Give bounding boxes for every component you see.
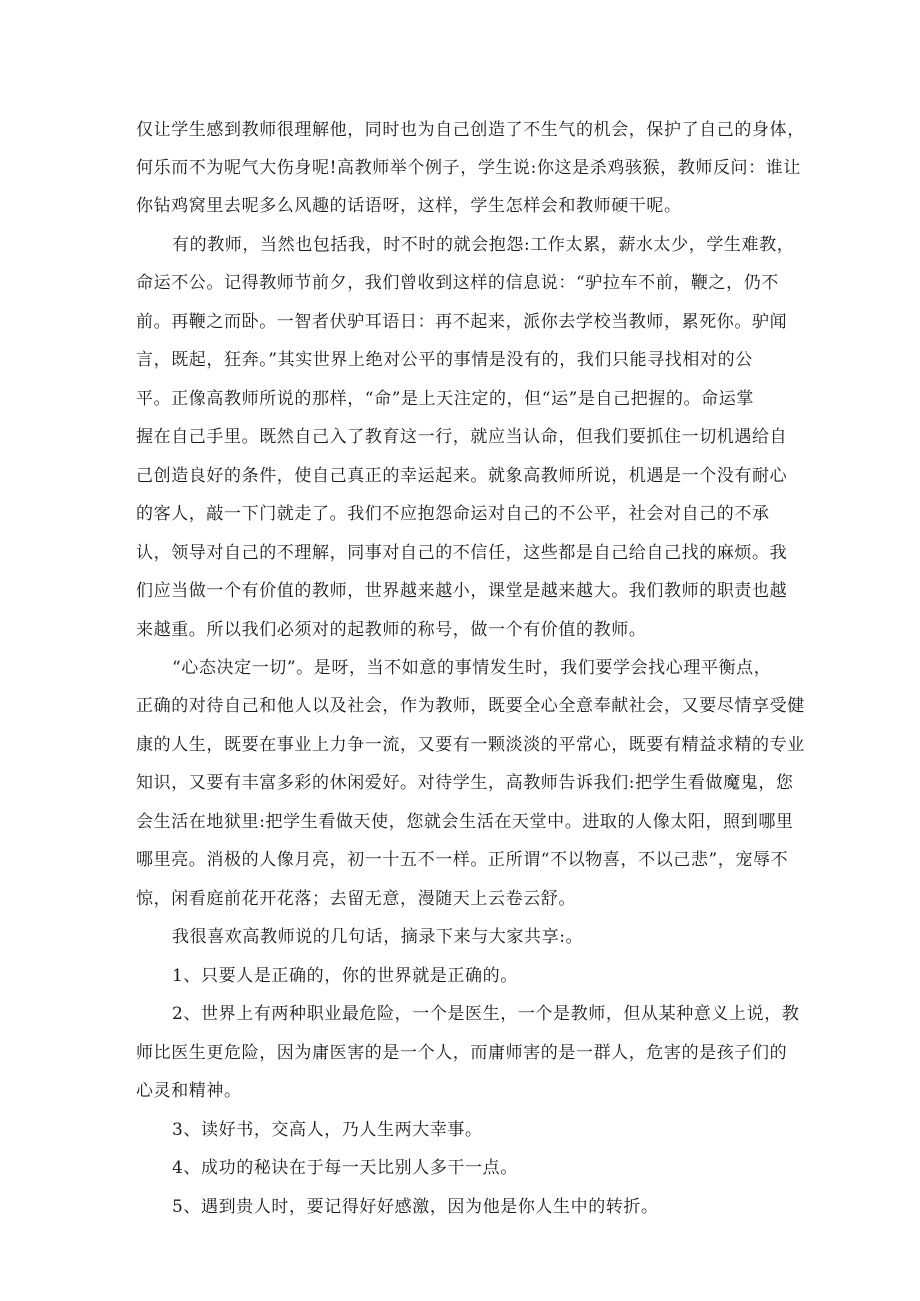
text-line: 言，既起，狂奔。”其实世界上绝对公平的事情是没有的，我们只能寻找相对的公 [136,350,753,370]
text-line: 我很喜欢高教师说的几句话，摘录下来与大家共享:。 [172,927,584,947]
text-line: 命运不公。记得教师节前夕，我们曾收到这样的信息说：“驴拉车不前，鞭之，仍不 [136,273,779,293]
text-line: 来越重。所以我们必须对的起教师的称号，做一个有价值的教师。 [136,620,647,640]
text-line: 己创造良好的条件，使自己真正的幸运起来。就象高教师所说，机遇是一个没有耐心 [136,466,788,486]
text-line: 正确的对待自己和他人以及社会，作为教师，既要全心全意奉献社会，又要尽情享受健 [136,696,805,716]
text-line: 认，领导对自己的不理解，同事对自己的不信任，这些都是自己给自己找的麻烦。我 [136,543,788,563]
text-line: 2、世界上有两种职业最危险，一个是医生，一个是教师，但从某种意义上说，教 [172,1004,800,1024]
text-line: 5、遇到贵人时，要记得好好感激，因为他是你人生中的转折。 [172,1197,659,1217]
text-line: 你钻鸡窝里去呢多么风趣的话语呀，这样，学生怎样会和教师硬干呢。 [136,196,682,216]
text-line: 知识，又要有丰富多彩的休闲爱好。对待学生，高教师告诉我们:把学生看做魔鬼，您 [136,773,794,793]
text-line: 康的人生，既要在事业上力争一流，又要有一颗淡淡的平常心，既要有精益求精的专业 [136,735,805,755]
text-line: 有的教师，当然也包括我，时不时的就会抱怨:工作太累，薪水太少，学生难教， [172,235,795,255]
text-line: 心灵和精神。 [136,1081,242,1101]
text-line: 的客人，敲一下门就走了。我们不应抱怨命运对自己的不公平，社会对自己的不承 [136,504,770,524]
text-line: 惊，闲看庭前花开花落；去留无意，漫随天上云卷云舒。 [136,889,576,909]
text-line: 前。再鞭之而卧。一智者伏驴耳语日：再不起来，派你去学校当教师，累死你。驴闻 [136,312,788,332]
text-line: 何乐而不为呢气大伤身呢!高教师举个例子，学生说:你这是杀鸡骇猴，教师反问：谁让 [136,158,801,178]
text-line: 3、读好书，交高人，乃人生两大幸事。 [172,1120,483,1140]
text-line: 们应当做一个有价值的教师，世界越来越小，课堂是越来越大。我们教师的职责也越 [136,581,788,601]
text-line: 仅让学生感到教师很理解他，同时也为自己创造了不生气的机会，保护了自己的身体， [136,120,805,140]
text-line: 握在自己手里。既然自己入了教育这一行，就应当认命，但我们要抓住一切机遇给自 [136,427,788,447]
text-line: “心态决定一切”。是呀，当不如意的事情发生时，我们要学会找心理平衡点， [172,658,772,678]
text-line: 师比医生更危险，因为庸医害的是一个人，而庸师害的是一群人，危害的是孩子们的 [136,1043,788,1063]
text-line: 会生活在地狱里:把学生看做天使，您就会生活在天堂中。进取的人像太阳，照到哪里 [136,812,794,832]
text-line: 哪里亮。消极的人像月亮，初一十五不一样。正所谓“不以物喜，不以己悲”，宠辱不 [136,850,789,870]
text-line: 4、成功的秘诀在于每一天比别人多干一点。 [172,1158,518,1178]
text-line: 1、只要人是正确的，你的世界就是正确的。 [172,966,518,986]
text-line: 平。正像高教师所说的那样，“命”是上天注定的，但“运”是自己把握的。命运掌 [136,389,754,409]
